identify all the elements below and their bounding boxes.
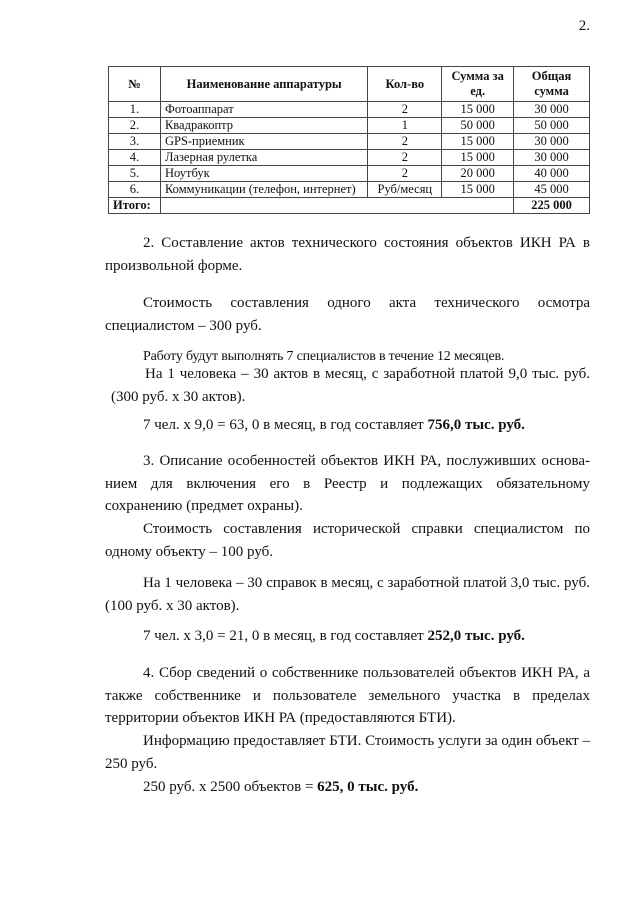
cell-name: Коммуникации (телефон, интернет) (160, 182, 367, 198)
acts-total-value: 756,0 тыс. руб. (427, 417, 525, 433)
table-total-row (109, 198, 590, 214)
cell-quantity: 2 (368, 150, 442, 166)
header-total: Общая сумма (514, 67, 590, 102)
cell-total: 45 000 (514, 182, 590, 198)
cell-unit-price: 15 000 (442, 182, 514, 198)
paragraph-bti-cost: Информацию предоставляет БТИ. Стоимость услуги за один объект – 250 руб. (105, 733, 590, 772)
cell-quantity: Руб/месяц (368, 182, 442, 198)
references-total-text: 7 чел. х 3,0 = 21, 0 в месяц, в год составляет (143, 628, 428, 644)
cell-unit-price: 20 000 (442, 166, 514, 182)
header-quantity: Кол-во (368, 67, 442, 102)
cell-total: 50 000 (514, 118, 590, 134)
table-row (109, 150, 590, 166)
equipment-table (108, 66, 590, 214)
cell-total: 30 000 (514, 150, 590, 166)
paragraph-bti-total (105, 776, 590, 799)
cell-quantity: 2 (368, 166, 442, 182)
cell-unit-price: 15 000 (442, 134, 514, 150)
cell-name: Ноутбук (160, 166, 367, 182)
table-header-row (109, 67, 590, 102)
paragraph-acts-total (105, 414, 590, 437)
paragraph-per-person-references: На 1 человека – 30 справок в месяц, с заработной платой 3,0 тыс. руб. (100 руб. х 30 актов). (105, 575, 590, 614)
paragraph-act-cost: Стоимость составления одного акта технического осмотра специалистом – 300 руб. (105, 295, 590, 334)
cell-number: 3. (109, 134, 161, 150)
cell-number: 4. (109, 150, 161, 166)
total-empty-cell (160, 198, 513, 214)
cell-number: 5. (109, 166, 161, 182)
cell-unit-price: 15 000 (442, 150, 514, 166)
paragraph-section-2: 2. Составление актов технического состояния объектов ИКН РА в произвольной форме. (105, 235, 590, 274)
cell-name: GPS-приемник (160, 134, 367, 150)
header-unit-price: Сумма за ед. (442, 67, 514, 102)
cell-quantity: 1 (368, 118, 442, 134)
header-number: № (109, 67, 161, 102)
cell-unit-price: 50 000 (442, 118, 514, 134)
paragraph-section-3: 3. Описание особенностей объектов ИКН РА, послуживших основа-нием для включения его в Реестр и подлежащих обязательному сохранению (предмет охраны). (105, 453, 590, 514)
cell-total: 30 000 (514, 102, 590, 118)
cell-quantity: 2 (368, 102, 442, 118)
acts-total-text: 7 чел. х 9,0 = 63, 0 в месяц, в год составляет (143, 417, 428, 433)
cell-total: 40 000 (514, 166, 590, 182)
references-total-value: 252,0 тыс. руб. (427, 628, 525, 644)
header-name: Наименование аппаратуры (160, 67, 367, 102)
total-value: 225 000 (514, 198, 590, 214)
cell-name: Фотоаппарат (160, 102, 367, 118)
total-label: Итого: (109, 198, 161, 214)
cell-total: 30 000 (514, 134, 590, 150)
table-row (109, 182, 590, 198)
paragraph-reference-cost: Стоимость составления исторической справки специалистом по одному объекту – 100 руб. (105, 521, 590, 560)
table-row (109, 118, 590, 134)
paragraph-per-person-acts: На 1 человека – 30 актов в месяц, с заработной платой 9,0 тыс. руб. (300 руб. х 30 актов). (111, 366, 590, 405)
cell-name: Квадракоптр (160, 118, 367, 134)
cell-name: Лазерная рулетка (160, 150, 367, 166)
paragraph-section-4: 4. Сбор сведений о собственнике пользователей объектов ИКН РА, а также собственнике и пользователе земельного участка в пределах территории объектов ИКН РА (предоставляются БТИ). (105, 665, 590, 726)
table-row (109, 166, 590, 182)
cell-number: 1. (109, 102, 161, 118)
cell-number: 6. (109, 182, 161, 198)
cell-unit-price: 15 000 (442, 102, 514, 118)
bti-total-text: 250 руб. х 2500 объектов = (143, 779, 318, 795)
bti-total-value: 625, 0 тыс. руб. (317, 779, 419, 795)
page-number: 2. (578, 18, 590, 34)
table-row (109, 134, 590, 150)
cell-quantity: 2 (368, 134, 442, 150)
paragraph-references-total (105, 625, 590, 648)
cell-number: 2. (109, 118, 161, 134)
paragraph-specialists: Работу будут выполнять 7 специалистов в течение 12 месяцев. (143, 349, 505, 364)
table-row (109, 102, 590, 118)
